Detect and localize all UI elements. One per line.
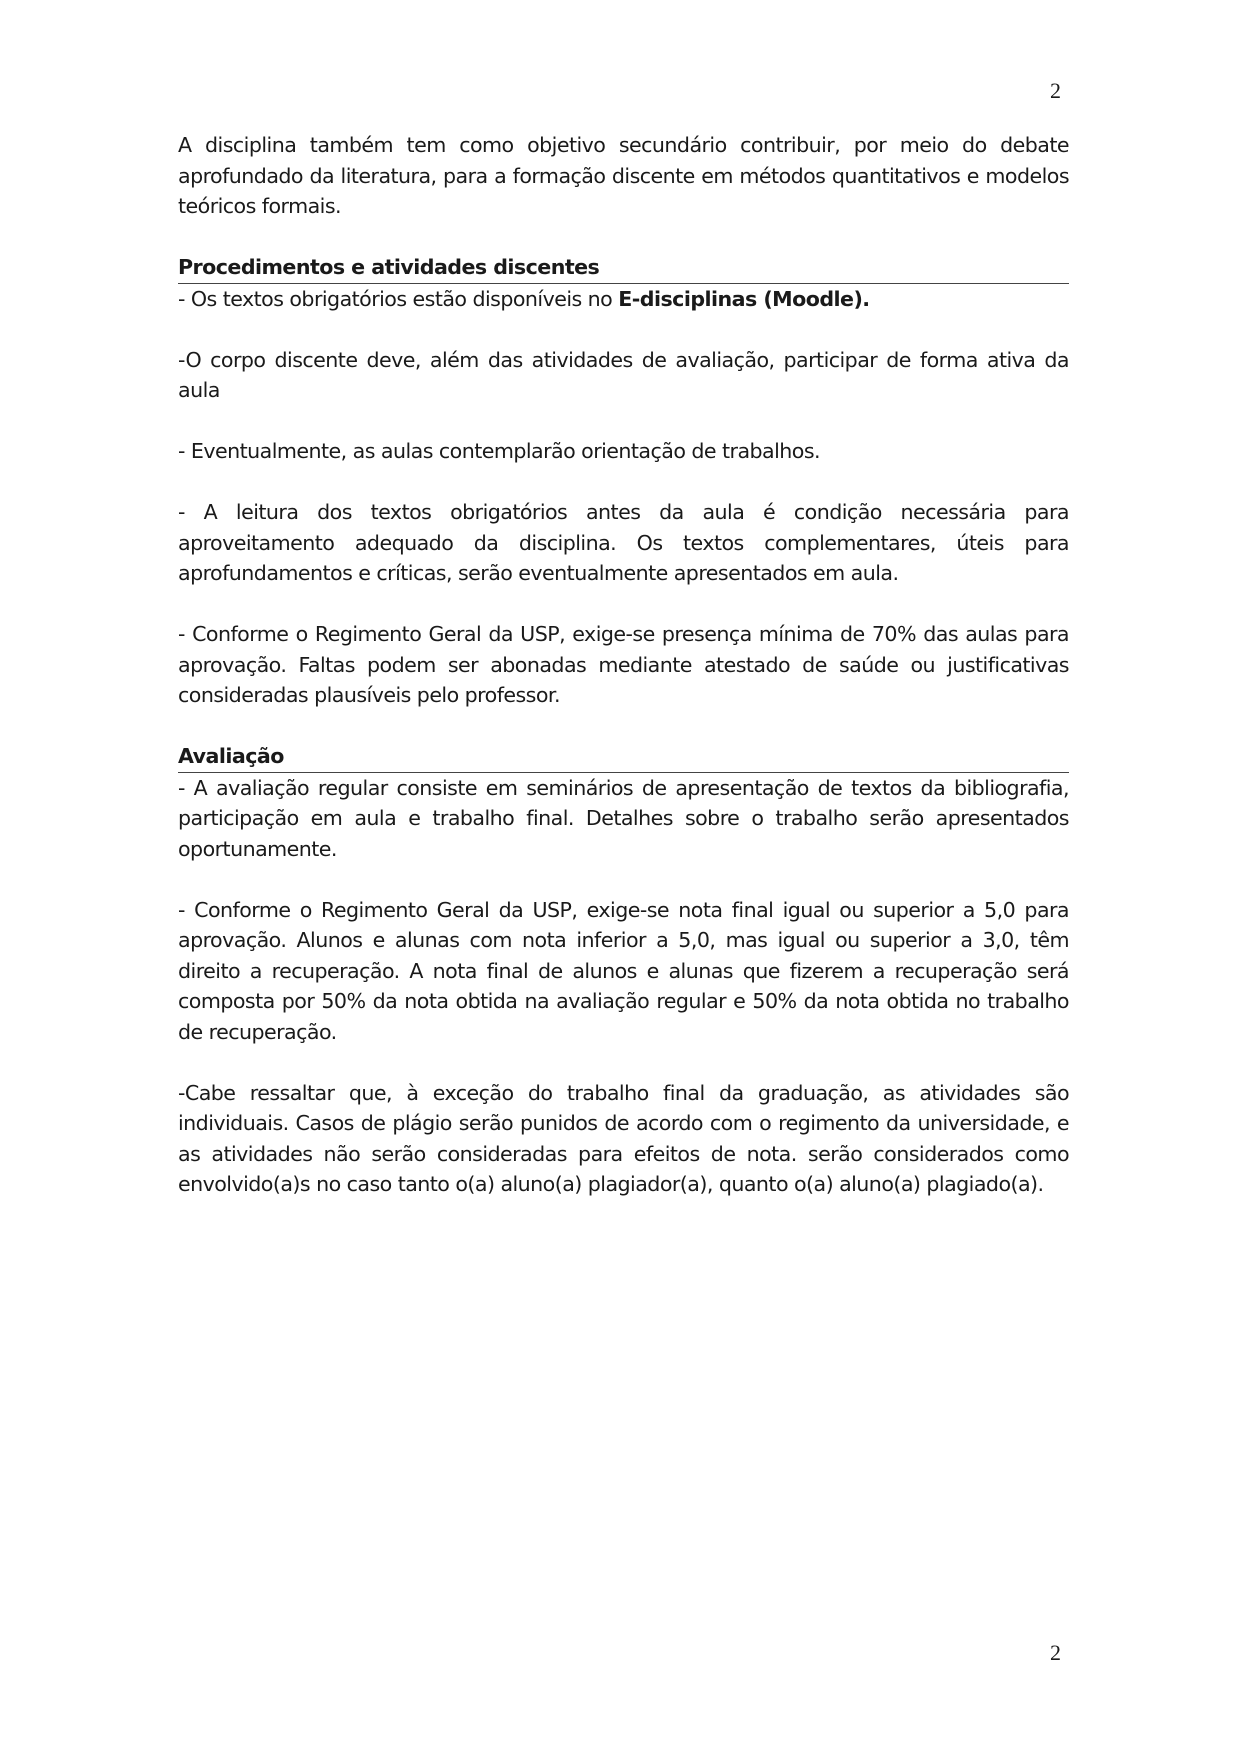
page-content [178, 130, 1069, 1200]
procedimentos-item-4: - A leitura dos textos obrigatórios antes da aula é condição necessária para aproveitamento adequado da disciplina. Os textos complementares, úteis para aprofundamentos e críticas, serão eventualmente apresentados em aula. [178, 500, 1069, 585]
procedimentos-item-1 [178, 284, 1069, 315]
procedimentos-item-5: - Conforme o Regimento Geral da USP, exige-se presença mínima de 70% das aulas para aprovação. Faltas podem ser abonadas mediante atestado de saúde ou justificativas consideradas plausíveis pelo professor. [178, 622, 1069, 707]
section-heading-procedimentos: Procedimentos e atividades discentes [178, 252, 1069, 284]
page-number-top: 2 [1050, 78, 1061, 103]
avaliacao-item-1: - A avaliação regular consiste em seminários de apresentação de textos da bibliografia, participação em aula e trabalho final. Detalhes sobre o trabalho serão apresentados oportunamente. [178, 775, 1069, 861]
avaliacao-item-3: -Cabe ressaltar que, à exceção do trabalho final da graduação, as atividades são individuais. Casos de plágio serão punidos de acordo com o regimento da universidade, e as atividades não serão consideradas para efeitos de nota. serão considerados como envolvido(a)s no caso tanto o(a) aluno(a) plagiador(a), quanto o(a) aluno(a) plagiado(a). [178, 1080, 1069, 1196]
avaliacao-item-2: - Conforme o Regimento Geral da USP, exige-se nota final igual ou superior a 5,0 para aprovação. Alunos e alunas com nota inferior a 5,0, mas igual ou superior a 3,0, têm direito a recuperação. A nota final de alunos e alunas que fizerem a recuperação será composta por 50% da nota obtida na avaliação regular e 50% da nota obtida no trabalho de recuperação. [178, 897, 1069, 1044]
section-heading-avaliacao: Avaliação [178, 741, 1069, 773]
procedimentos-item-1-text: - Os textos obrigatórios estão disponíveis no [178, 286, 619, 311]
procedimentos-item-2: -O corpo discente deve, além das atividades de avaliação, participar de forma ativa da aula [178, 347, 1069, 402]
intro-paragraph: A disciplina também tem como objetivo secundário contribuir, por meio do debate aprofundado da literatura, para a formação discente em métodos quantitativos e modelos teóricos formais. [178, 133, 1069, 218]
moodle-reference: E-disciplinas (Moodle). [618, 286, 870, 311]
procedimentos-item-3: - Eventualmente, as aulas contemplarão orientação de trabalhos. [178, 439, 821, 463]
page-number-bottom: 2 [1050, 1640, 1061, 1665]
